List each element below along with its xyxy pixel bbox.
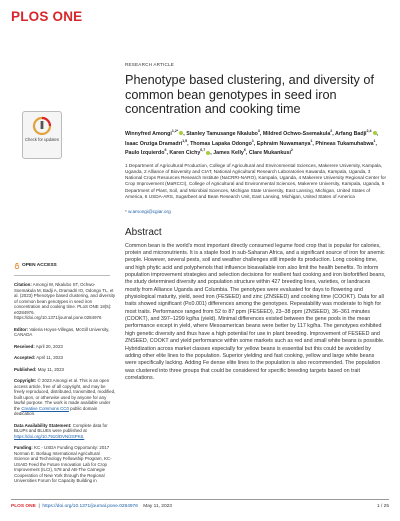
- data-doi-link[interactable]: https://doi.org/10.7910/DVN/2SPK6.: [14, 433, 85, 439]
- citation: Citation: Amongi W, Nkalubo ST, Ochwo-Ssemakula M, Badji A, Dramadri IO, Odongo TL, et al. (2023) Phenotype based clustering, and diversity of common bean genotypes in seed iron concentration and cooking time. PLoS ONE 18(5): e0284976. https://doi.org/10.1371/journal.pone.0284976: [14, 282, 116, 320]
- author-affiliation-marker: 6: [164, 148, 167, 153]
- author-name: , James Kelly: [210, 150, 244, 157]
- editor: Editor: Valeria Hoyos-Villegas, McGill University, CANADA: [14, 326, 110, 337]
- author-affiliation-marker: 6: [243, 148, 246, 153]
- author-affiliation-marker: 1: [251, 138, 254, 143]
- author-name: , Arfang Badji: [332, 130, 367, 137]
- check-for-updates-badge[interactable]: [22, 111, 62, 159]
- author-name: , Phineas Tukamuhabwa: [312, 140, 374, 147]
- open-access-lock-icon: [14, 263, 20, 269]
- author-affiliation-marker: 1,5: [182, 138, 188, 143]
- check-for-updates-label: Check for updates: [25, 137, 59, 142]
- cc0-link[interactable]: Creative Commons CC0: [21, 405, 69, 411]
- author-name: , Isaac Onziga Dramadri: [125, 130, 379, 147]
- author-name: , Ephraim Nuwamanya: [253, 140, 311, 147]
- open-access-label: OPEN ACCESS: [14, 263, 116, 269]
- article-main: [125, 62, 387, 382]
- abstract-heading: Abstract: [125, 226, 162, 238]
- author-affiliation-marker: 1: [310, 138, 313, 143]
- author-affiliation-marker: 2: [330, 129, 333, 134]
- correspondence-email[interactable]: w.amongi@cgiar.org: [128, 208, 171, 214]
- author-affiliation-marker: 2: [290, 148, 293, 153]
- footer-citation: PLOS ONE | https://doi.org/10.1371/journal.pone.0284976 May 11, 2023: [11, 504, 172, 509]
- footer-date: May 11, 2023: [143, 504, 172, 509]
- published: Published: May 11, 2023: [14, 366, 64, 372]
- correspondence: * w.amongi@cgiar.org: [125, 208, 171, 214]
- author-affiliation-marker: 2,4: [366, 129, 372, 134]
- author-name: Winnyfred Amongi: [125, 130, 172, 137]
- author-name: , Stanley Tamusange Nkalubo: [183, 130, 258, 137]
- footer-journal: PLOS ONE: [11, 504, 36, 509]
- sidebar: [14, 111, 116, 490]
- author-affiliation-marker: 1: [373, 138, 376, 143]
- copyright: Copyright: © 2023 Amongi et al. This is an open access article, free of all copyright, and may be freely reproduced, distributed, transmitted, modified, built upon, or otherwise used by anyone for any lawful purpose. The work is made available under the Creative Commons CC0 public domain dedication.: [14, 378, 116, 416]
- author-affiliation-marker: 1,2*: [171, 129, 179, 134]
- author-name: , Mildred Ochwo-Ssemakula: [259, 130, 331, 137]
- author-name: , Karen Cichy: [166, 150, 201, 157]
- footer-doi-link[interactable]: https://doi.org/10.1371/journal.pone.0284976: [42, 504, 138, 509]
- data-availability: Data Availability Statement: Complete data for BLUPs and BLUEs were published at https://doi.org/10.7910/DVN/2SPK6.: [14, 422, 108, 439]
- article-type: RESEARCH ARTICLE: [125, 62, 175, 67]
- article-title: Phenotype based clustering, and diversity of common bean genotypes in seed iron concentration and cooking time: [125, 73, 374, 117]
- received: Received: April 20, 2023: [14, 343, 63, 349]
- author-name: , Thomas Lapaka Odongo: [187, 140, 252, 147]
- abstract-body: Common bean is the world’s most important directly consumed legume food crop that is popular for calories, protein and micronutrients. It is a staple food in sub-Saharan Africa, and a significant source of iron for anemic people. However, several pests, soil and weather challenges still impede its production. Long cooking time, and high phytic acid and polyphenols that influence bioavailable iron also limit the health benefits. To inform population improvement strategies and selection decisions for resilient fast cooking and iron biofortified beans, the study determined diversity and population structure within 427 breeding lines, varieties, or landraces mostly from Alliance Uganda and Columbia. The genotypes were evaluated for days to flowering and physiological maturity, yield, seed iron (FESEED) and zinc (ZNSEED) and cooking time (COOKT). Data for all traits showed significant (P≤0.001) differences among the genotypes. Repeatability was moderate to high for most traits. Performance ranged from 52 to 87 ppm (FESEED), 23–38 ppm (ZNSEED), 36–361 minutes (COOKT), and 397–1299 kg/ha (yield). Minimal differences existed between the gene pools in the mean performance except in yield, where Mesoamerican beans were better by 117 kg/ha. The genotypes exhibited high genetic diversity and thus have a high potential for use in plant breeding. Improvement of FESEED and ZNSEED, COOKT and yield performance within some markets such as red and small white beans is possible. Hybridization across market classes especially for yellow beans is essential but this could be avoided by adding other elite lines to the population. Superior yielding and fast cooking, yellow and large white beans were specifically lacking. Adding Fe dense elite lines to the population is also recommended. The population was clustered into three groups that could be considered for specific breeding targets based on trait correlations.: [125, 242, 386, 381]
- check-for-updates-icon: [32, 116, 52, 136]
- page-number: 1 / 25: [376, 504, 389, 509]
- page-footer: [11, 499, 389, 509]
- author-affiliation-marker: 3: [257, 129, 260, 134]
- affiliations: 1 Department of Agricultural Production, College of Agricultural and Environmental Sciences, Makerere University, Kampala, Uganda, 2 Alliance of Bioversity and CIAT, National Agricultural Research Laboratories Kawanda, Kampala, Uganda, 3 National Crops Resources Research Institute (NaCRRI-NARO), Kampala, Uganda, 4 Makerere University Regional Center for Crop Improvement (MaRCCI), College of Agricultural and Environmental Sciences, Makerere University, Kampala, Uganda, 5 Department of Plant, Soil, and Microbial Sciences, Michigan State University, East Lansing, Michigan, United States of America, 6 USDA-ARS, Sugarbeet and Bean Research Unit, East Lansing, Michigan, United States of America: [125, 163, 387, 199]
- journal-logo: PLOS ONE: [11, 9, 83, 24]
- funding: Funding: KC - USDA Funding Opportunity: 2017 Norman E. Borlaug International Agricultural Science and Technology Fellowship Program, KC-USAID Feed the Future Innovation Lab for Crop Improvement (ILCI), 578 and AB-The Carnegie Cooperation of New York through the Regional Universities Forum for Capacity Building in: [14, 445, 112, 483]
- divider: [14, 275, 110, 276]
- citation-text: Amongi W, Nkalubo ST, Ochwo-Ssemakula M, Badji A, Dramadri IO, Odongo TL, et al. (2023) Phenotype based clustering, and diversity of common bean genotypes in seed iron concentration and cooking time. PLoS ONE 18(5): e0284976. https://doi.org/10.1371/journal.pone.0284976: [14, 282, 116, 320]
- author-affiliation-marker: 6,7: [200, 148, 206, 153]
- author-list: [125, 128, 387, 157]
- accepted: Accepted: April 11, 2023: [14, 355, 63, 360]
- author-name: , Paulo Izquierdo: [125, 140, 378, 157]
- author-name: , Clare Mukankusi: [245, 150, 291, 157]
